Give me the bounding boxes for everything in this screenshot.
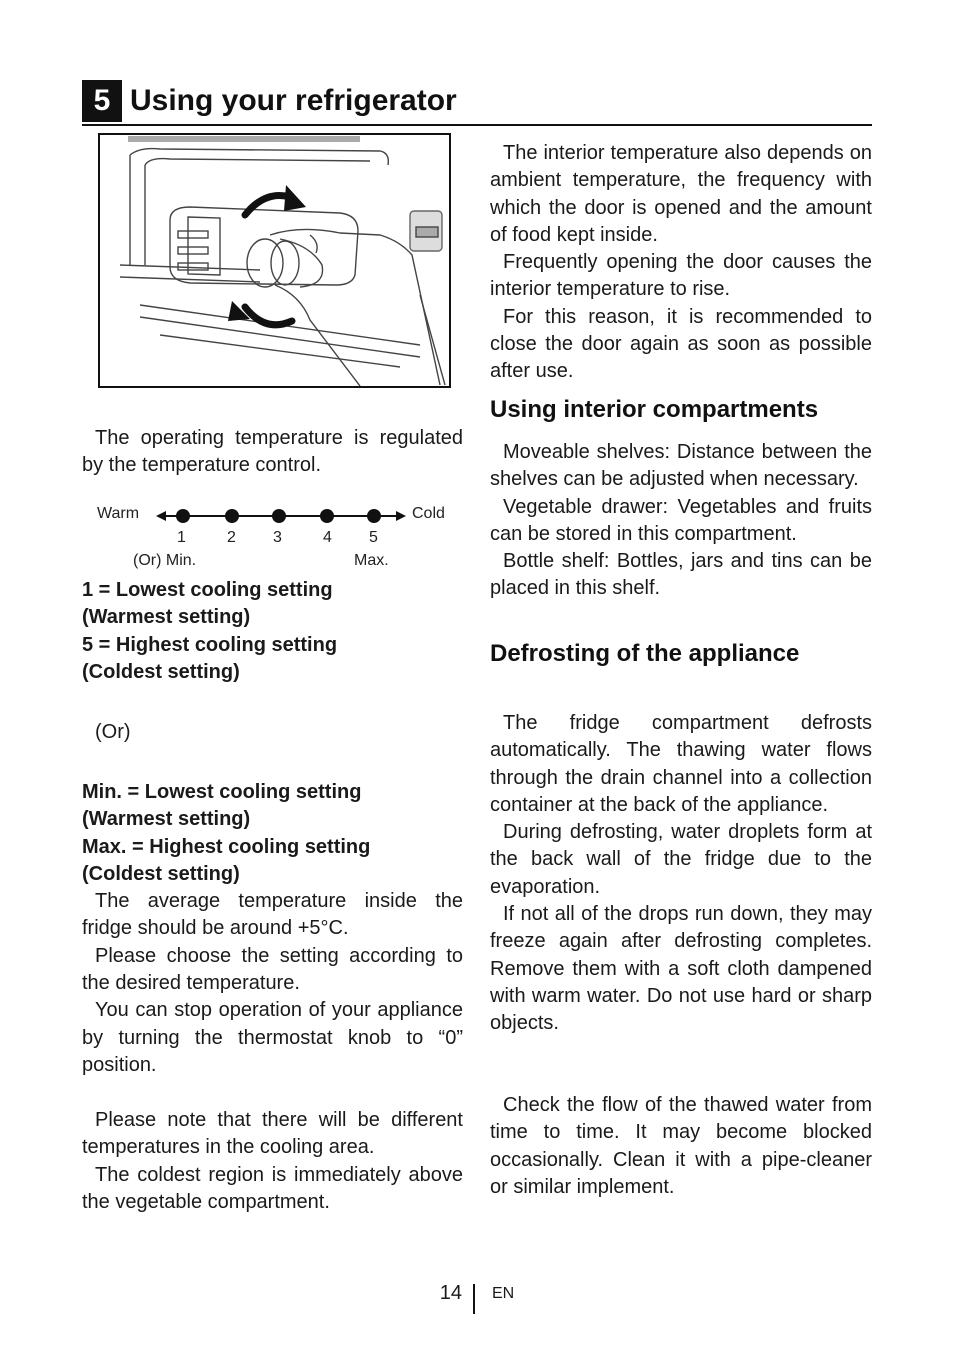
paragraph: Bottle shelf: Bottles, jars and tins can be placed in this shelf. [490,550,872,600]
paragraph: Vegetable drawer: Vegetables and fruits can be stored in this compartment. [490,495,872,545]
heading-defrosting: Defrosting of the appliance [490,640,800,667]
setting-line: (Coldest setting) [82,660,240,683]
page-title: Using your refrigerator [130,84,457,117]
scale-max-label: Max. [354,552,389,569]
defrosting-check-text [490,1092,872,1201]
setting-line: (Warmest setting) [82,808,251,831]
footer-divider [473,1284,475,1314]
scale-min-label: (Or) Min. [133,552,197,569]
paragraph: Please choose the setting according to the desired temperature. [82,944,463,995]
paragraph: Frequently opening the door causes the interior temperature to rise. [490,251,872,301]
language-code: EN [492,1285,515,1302]
scale-line-icon [156,506,406,526]
scale-number-5: 5 [369,529,378,546]
defrosting-text [490,710,872,1038]
heading-interior-compartments: Using interior compartments [490,396,819,423]
page-number: 14 [439,1282,462,1304]
thermostat-illustration [98,133,451,388]
scale-warm-label: Warm [97,505,140,522]
paragraph: The interior temperature also depends on ambient temperature, the frequency with which the door is opened and the amount of food kept inside. [490,142,872,246]
paragraph: Moveable shelves: Distance between the shelves can be adjusted when necessary. [490,441,872,491]
setting-line: Max. = Highest cooling setting [82,835,371,858]
or-text [82,719,463,746]
paragraph: If not all of the drops run down, they may freeze again after defrosting completes. Remove them with a soft cloth dampened with warm water. Do not use hard or sharp objects. [490,903,872,1035]
left-bottom-text [82,1107,463,1216]
setting-line: (Coldest setting) [82,862,240,885]
section-number: 5 [82,80,122,122]
scale-number-1: 1 [177,529,186,546]
paragraph: The fridge compartment defrosts automatically. The thawing water flows through the drain channel into a collection container at the back of the appliance. [490,712,872,816]
compartments-text [490,439,872,603]
intro-text: The operating temperature is regulated by the temperature control. [82,427,463,477]
settings-legend-numeric [82,577,463,686]
paragraph: During defrosting, water droplets form at the back wall of the fridge due to the evaporation. [490,821,872,898]
setting-line: 5 = Highest cooling setting [82,633,338,656]
paragraph: The average temperature inside the fridge should be around +5°C. [82,890,463,940]
right-intro-text [490,140,872,386]
scale-number-2: 2 [227,529,236,546]
left-lower-text [82,779,463,1079]
setting-line: Min. = Lowest cooling setting [82,781,362,803]
hand-turning-knob-icon [100,135,449,386]
or-label: (Or) [95,721,131,743]
scale-number-3: 3 [273,529,282,546]
scale-cold-label: Cold [412,505,445,522]
paragraph: Please note that there will be different temperatures in the cooling area. [82,1109,463,1159]
setting-line: (Warmest setting) [82,606,251,629]
intro-paragraph [82,425,463,480]
section-header [82,80,872,126]
temperature-scale [82,500,463,575]
paragraph: The coldest region is immediately above the vegetable compartment. [82,1163,463,1213]
paragraph: For this reason, it is recommended to close the door again as soon as possible after use. [490,305,872,383]
paragraph: Check the flow of the thawed water from time to time. It may become blocked occasionally. Clean it with a pipe-cleaner or similar implement. [490,1094,872,1198]
paragraph: You can stop operation of your appliance by turning the thermostat knob to “0” position. [82,999,463,1076]
setting-line: 1 = Lowest cooling setting [82,579,333,601]
scale-number-4: 4 [323,529,332,546]
